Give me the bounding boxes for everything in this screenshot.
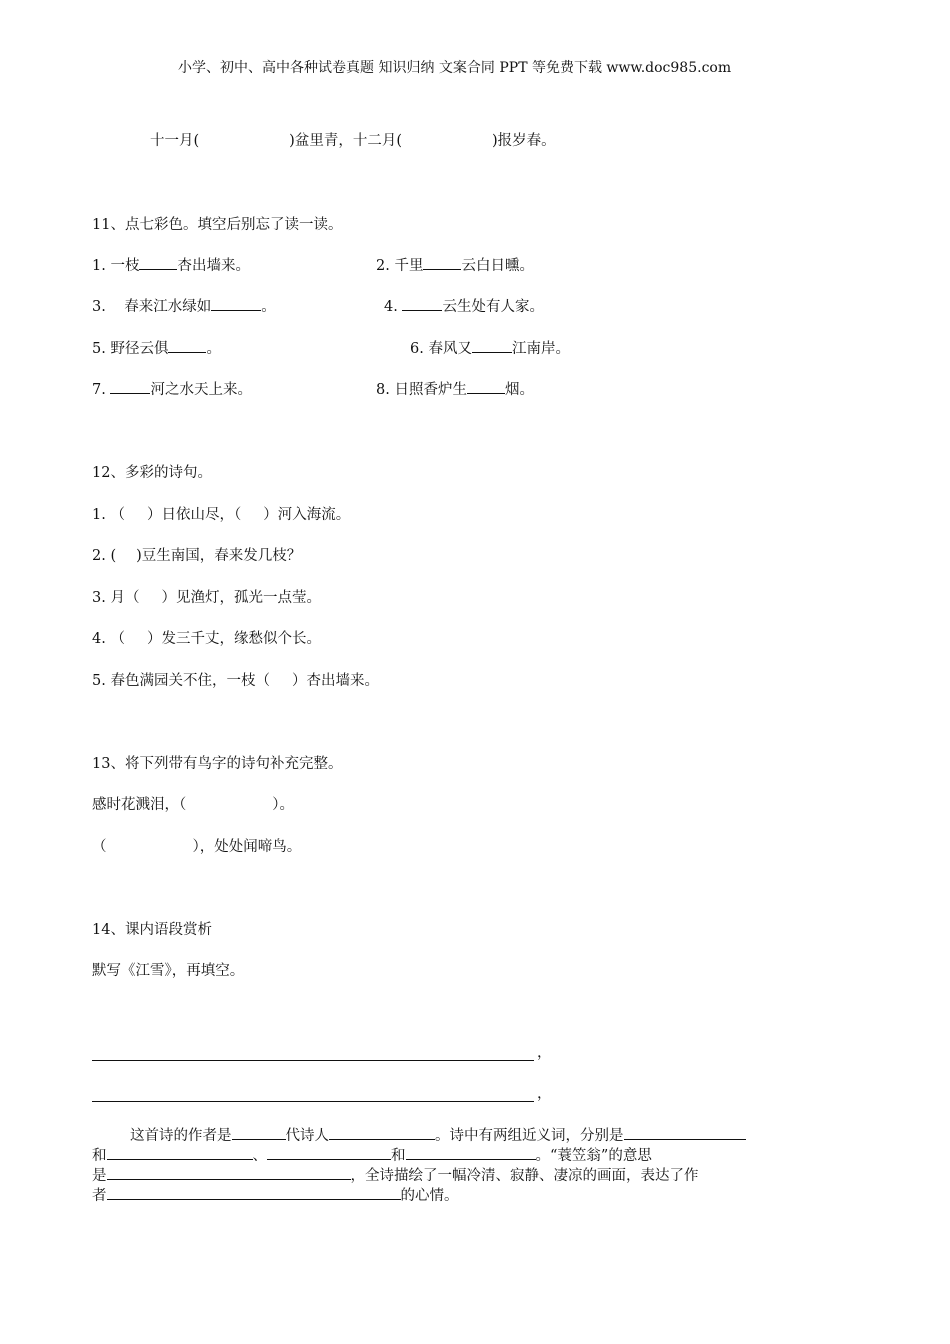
q11-item-8-pre: 8. 日照香炉生 <box>376 382 467 398</box>
blank[interactable] <box>472 351 512 353</box>
q11-item-5-post: 。 <box>206 341 221 357</box>
q14-para-line-4 <box>92 1188 459 1205</box>
q14-subtitle: 默写《江雪》，再填空。 <box>92 963 245 979</box>
q11-item-6-post: 江南岸。 <box>511 341 570 357</box>
blank[interactable] <box>139 268 177 270</box>
page-header: 小学、初中、高中各种试卷真题 知识归纳 文案合同 PPT 等免费下载 www.doc985.com <box>178 60 732 76</box>
p3b: ，全诗描绘了一幅冷清、寂静、凄凉的画面，表达了作 <box>350 1168 699 1184</box>
blank[interactable] <box>406 1158 536 1160</box>
q13-line-1 <box>92 797 294 814</box>
q14-para-line-3 <box>92 1168 699 1185</box>
blank[interactable] <box>232 1138 286 1140</box>
q14-title: 14、课内语段赏析 <box>92 922 212 938</box>
q12-item-2-b: )豆生南国，春来发几枝？ <box>136 548 302 564</box>
blank[interactable] <box>329 1138 435 1140</box>
blank[interactable] <box>624 1138 746 1140</box>
q11-item-6 <box>410 341 570 358</box>
q11-item-7-post: 河之水天上来。 <box>150 382 252 398</box>
q12-item-2 <box>92 548 301 565</box>
q12-item-3-a: 3. 月（ <box>92 590 140 606</box>
p1a: 这首诗的作者是 <box>130 1128 232 1144</box>
q12-item-2-a: 2. ( <box>92 548 117 564</box>
top-line-part-b: )盆里青，十二月( <box>289 133 402 149</box>
q11-item-8-post: 烟。 <box>504 382 534 398</box>
q13-line-2-b: ），处处闻啼鸟。 <box>192 839 302 855</box>
blank[interactable] <box>110 392 150 394</box>
q12-item-4 <box>92 631 321 648</box>
q11-item-5 <box>92 341 221 358</box>
q11-item-6-pre: 6. 春风又 <box>410 341 472 357</box>
blank[interactable] <box>423 268 461 270</box>
q14-para-line-2 <box>92 1148 652 1165</box>
blank[interactable] <box>211 309 261 311</box>
q11-item-3 <box>92 299 276 316</box>
q11-item-2-post: 云白日曛。 <box>461 258 534 274</box>
q12-item-3 <box>92 590 321 607</box>
q12-item-4-a: 4. （ <box>92 631 125 647</box>
answer-line-1-comma: ， <box>537 1045 552 1061</box>
q12-item-1-b: ）日依山尽，（ <box>146 507 242 523</box>
q12-item-5-a: 5. 春色满园关不住，一枝（ <box>92 673 270 689</box>
q11-item-8 <box>376 382 534 399</box>
p3a: 是 <box>92 1168 107 1184</box>
q11-item-3-pre: 3. 春来江水绿如 <box>92 299 212 315</box>
blank[interactable] <box>107 1198 401 1200</box>
q13-line-2 <box>92 839 301 856</box>
p2c: 和 <box>391 1148 406 1164</box>
p1b: 代诗人 <box>285 1128 329 1144</box>
p2b: 、 <box>252 1148 267 1164</box>
q11-item-4 <box>384 299 544 316</box>
q12-item-1 <box>92 507 350 524</box>
q13-line-2-a: （ <box>92 839 107 855</box>
answer-line-1[interactable] <box>92 1060 534 1061</box>
q12-item-1-c: ）河入海流。 <box>263 507 351 523</box>
q11-item-5-pre: 5. 野径云俱 <box>92 341 169 357</box>
q11-item-1 <box>92 258 250 275</box>
q12-item-5 <box>92 673 379 690</box>
p2d: 。“蓑笠翁”的意思 <box>535 1148 652 1164</box>
q13-line-1-a: 感时花溅泪，（ <box>92 797 187 813</box>
q12-item-5-b: ）杏出墙来。 <box>291 673 379 689</box>
q12-item-1-a: 1. （ <box>92 507 125 523</box>
q11-title: 11、点七彩色。填空后别忘了读一读。 <box>92 217 343 233</box>
blank[interactable] <box>107 1158 253 1160</box>
q11-item-3-post: 。 <box>261 299 276 315</box>
top-line <box>150 133 556 150</box>
q11-item-7-pre: 7. <box>92 382 111 398</box>
q12-title: 12、多彩的诗句。 <box>92 465 212 481</box>
answer-line-2-comma: ， <box>537 1086 552 1102</box>
q11-item-1-post: 杏出墙来。 <box>177 258 250 274</box>
q13-line-1-b: ）。 <box>272 797 294 813</box>
top-line-part-a: 十一月( <box>150 133 200 149</box>
q11-item-4-pre: 4. <box>384 299 403 315</box>
p2a: 和 <box>92 1148 107 1164</box>
blank[interactable] <box>467 392 505 394</box>
answer-line-2[interactable] <box>92 1101 534 1102</box>
blank[interactable] <box>402 309 442 311</box>
top-line-part-c: )报岁春。 <box>492 133 556 149</box>
q11-item-2-pre: 2. 千里 <box>376 258 424 274</box>
blank[interactable] <box>267 1158 391 1160</box>
q12-item-4-b: ）发三千丈，缘愁似个长。 <box>146 631 321 647</box>
q14-para-line-1 <box>130 1128 746 1145</box>
q11-item-2 <box>376 258 534 275</box>
blank[interactable] <box>107 1178 351 1180</box>
q11-item-1-pre: 1. 一枝 <box>92 258 140 274</box>
q13-title: 13、将下列带有鸟字的诗句补充完整。 <box>92 756 343 772</box>
q11-item-4-post: 云生处有人家。 <box>442 299 544 315</box>
p1c: 。诗中有两组近义词，分别是 <box>435 1128 624 1144</box>
q12-item-3-b: ）见渔灯，孤光一点莹。 <box>161 590 321 606</box>
q11-item-7 <box>92 382 252 399</box>
p4a: 者 <box>92 1188 107 1204</box>
blank[interactable] <box>168 351 206 353</box>
p4b: 的心情。 <box>400 1188 459 1204</box>
